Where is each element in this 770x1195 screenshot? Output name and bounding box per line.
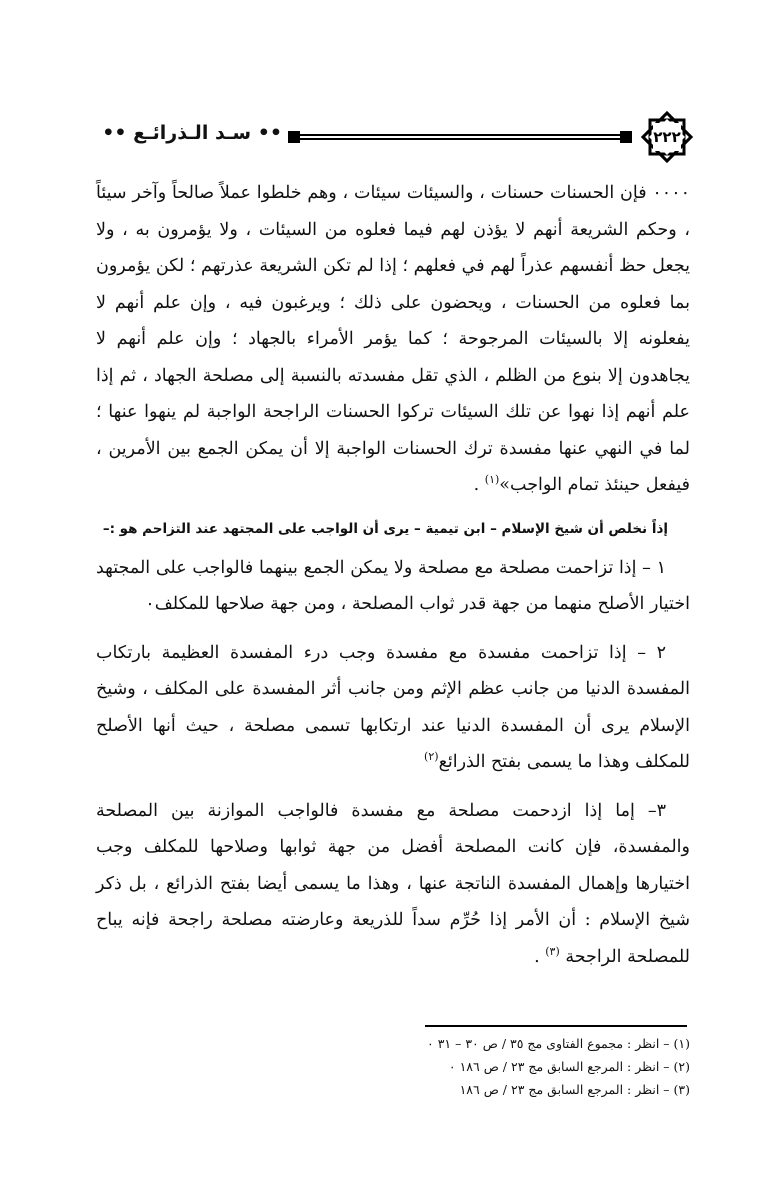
- footnote-2: (٢) – انظر : المرجع السابق مج ٢٣ / ص ١٨٦ ٠: [448, 1059, 690, 1074]
- page-number: ٢٢٢: [653, 128, 681, 146]
- rule-end-square-icon: [620, 131, 632, 143]
- footnote-ref-3: (٣): [545, 944, 560, 958]
- header-rule: [288, 130, 632, 144]
- conclusion-heading: إذاً نخلص أن شيخ الإسلام – ابن تيمية – يرى أن الواجب على المجتهد عند التزاحم هو :–: [102, 520, 668, 537]
- point-3: [96, 793, 690, 976]
- footnotes: [300, 1032, 690, 1101]
- point-2-text: ٢ – إذا تزاحمت مفسدة مع مفسدة وجب درء المفسدة العظيمة بارتكاب المفسدة الدنيا من جانب عظم الإثم ومن جانب أثر المفسدة على المكلف ، وشيخ الإسلام يرى أن المفسدة الدنيا عند ارتكابها تسمى مصلحة ، حيث أنها الأصلح للمكلف وهذا ما يسمى بفتح الذرائع: [96, 642, 690, 772]
- footnote-separator: [425, 1025, 687, 1027]
- footnote-1: (١) – انظر : مجموع الفتاوى مج ٣٥ / ص ٣٠ – ٣١ ٠: [426, 1036, 690, 1051]
- point-3-text: ٣– إما إذا ازدحمت مصلحة مع مفسدة فالواجب الموازنة بين المصلحة والمفسدة، فإن كانت المصلحة أفضل من جهة ثوابها وصلاحها للمكلف وجب اختيارها وإهمال المفسدة الناتجة عنها ، وهذا ما يسمى أيضا بفتح الذرائع ، بل ذكر شيخ الإسلام : أن الأمر إذا حُرِّم سداً للذريعة وعارضته مصلحة راجحة فإنه يباح للمصلحة الراجحة: [96, 800, 690, 967]
- rule-end-square-icon: [288, 131, 300, 143]
- rule-line: [300, 134, 620, 140]
- footnote-3: (٣) – انظر : المرجع السابق مج ٢٣ / ص ١٨٦: [459, 1082, 690, 1097]
- footnote-ref-1: (١): [484, 473, 500, 487]
- quote-end: .: [473, 475, 485, 495]
- running-title: •• سـد الـذرائـع ••: [102, 122, 282, 144]
- main-text: [96, 175, 690, 975]
- quote-text: ٠٠٠٠ فإن الحسنات حسنات ، والسيئات سيئات ، وهم خلطوا عملاً صالحاً وآخر سيئاً ، وحكم الشريعة أنهم لا يؤذن لهم فيما فعلوه من السيئات ، ولا يؤمرون به ، ولا يجعل حظ أنفسهم عذراً لهم في فعلهم ؛ إذا لم تكن الشريعة عذرتهم ؛ لكن يؤمرون بما فعلوه من الحسنات ، ويحضون على ذلك ؛ ويرغبون فيه ، وإن علم أنهم لا يفعلونه إلا بالسيئات المرجوحة ؛ كما يؤمر الأمراء بالجهاد ؛ وإن علم أنهم لا يجاهدون إلا بنوع من الظلم ، الذي تقل مفسدته بالنسبة إلى مصلحة الجهاد ، ثم إذا علم أنهم إذا نهوا عن تلك السيئات تركوا الحسنات الراجحة الواجبة لم ينهوا عنها ؛ لما في النهي عنها مفسدة ترك الحسنات الواجبة إلا أن يمكن الجمع بين الأمرين ، فيفعل حينئذ تمام الواجب»: [96, 183, 690, 495]
- footnote-ref-2: (٢): [424, 750, 439, 764]
- quote-paragraph: [96, 175, 690, 504]
- point-3-end: .: [534, 946, 546, 967]
- point-1: ١ – إذا تزاحمت مصلحة مع مصلحة ولا يمكن الجمع بينهما فالواجب على المجتهد اختيار الأصلح منهما من جهة قدر ثواب المصلحة ، ومن جهة صلاحها للمكلف٠: [96, 557, 690, 614]
- point-2: [96, 635, 690, 781]
- page-header: [96, 108, 696, 164]
